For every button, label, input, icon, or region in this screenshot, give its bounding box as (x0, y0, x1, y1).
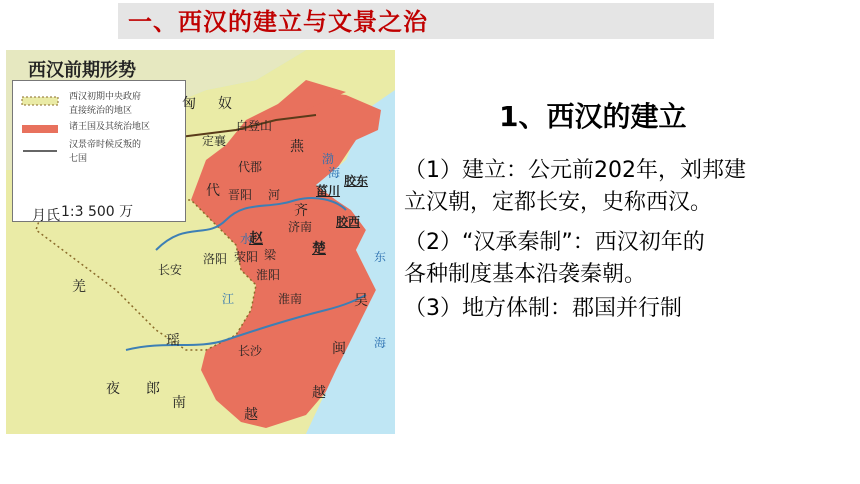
label-xiongnu2: 奴 (218, 96, 232, 112)
legend-item1: 西汉初期中央政府 (69, 92, 142, 102)
label-changan: 长安 (158, 263, 183, 277)
text-line-5: （3）地方体制：郡国并行制 (404, 296, 682, 321)
label-baideng: 白登山 (236, 119, 273, 133)
label-lang: 郎 (146, 381, 160, 397)
label-he: 河 (268, 188, 281, 202)
label-qiang: 羌 (72, 279, 86, 295)
label-jiaoxi: 胶西 (336, 215, 361, 229)
label-qi: 齐 (294, 203, 308, 219)
label-bohai: 渤 (322, 152, 335, 166)
label-nanyue: 越 (244, 407, 258, 423)
label-yuezhi: 月氏 (32, 208, 60, 224)
label-ye: 夜 (106, 381, 120, 397)
text-line-1: （1）建立：公元前202年，刘邦建 (404, 158, 746, 183)
label-jiaodong: 胶东 (344, 174, 369, 188)
label-nan: 南 (172, 395, 186, 411)
label-shui: 水 (240, 232, 253, 246)
label-luoyang: 洛阳 (203, 252, 228, 266)
legend-item1b: 直接统治的地区 (69, 106, 133, 116)
label-yao: 瑶 (166, 333, 180, 349)
label-xiongnu1: 匈 (182, 96, 196, 112)
label-zichuan: 菑川 (316, 184, 341, 198)
text-line-4: 各种制度基本沿袭秦朝。 (404, 262, 647, 287)
label-daijun: 代郡 (238, 160, 263, 174)
label-jinyang: 晋阳 (228, 188, 253, 202)
label-hai: 海 (328, 166, 341, 180)
label-dai: 代 (206, 183, 220, 199)
han-map (6, 50, 395, 434)
label-yue: 越 (312, 385, 326, 401)
legend-item3b: 七国 (69, 154, 88, 164)
legend-scale: 1:3 500 万 (61, 204, 134, 220)
legend-item3: 汉景帝时候反叛的 (69, 140, 142, 150)
label-liang: 梁 (264, 248, 277, 262)
label-jiang: 江 (222, 292, 235, 306)
label-zhao: 赵 (249, 231, 263, 247)
label-min: 闽 (332, 341, 346, 357)
label-dong: 东 (374, 250, 387, 264)
text-line-2: 立汉朝，定都长安，史称西汉。 (404, 190, 713, 215)
text-line-3: （2）“汉承秦制”：西汉初年的 (404, 230, 705, 255)
label-yingyang: 荥阳 (234, 250, 259, 264)
section-heading: 1、西汉的建立 (499, 100, 687, 133)
legend-item2: 诸王国及其统治地区 (69, 122, 151, 132)
label-jinan: 济南 (288, 220, 313, 234)
label-huainan: 淮南 (278, 292, 303, 306)
label-dingxiang: 定襄 (202, 134, 227, 148)
label-hai-east: 海 (374, 336, 387, 350)
label-wu: 吴 (354, 293, 368, 309)
label-yan: 燕 (290, 139, 304, 155)
label-huaiyang: 淮阳 (256, 268, 281, 282)
map-legend (12, 80, 186, 222)
slide-title: 一、西汉的建立与文景之治 (128, 8, 428, 36)
map-title: 西汉前期形势 (28, 60, 136, 81)
label-changsha: 长沙 (238, 344, 263, 358)
label-chu: 楚 (312, 241, 326, 257)
